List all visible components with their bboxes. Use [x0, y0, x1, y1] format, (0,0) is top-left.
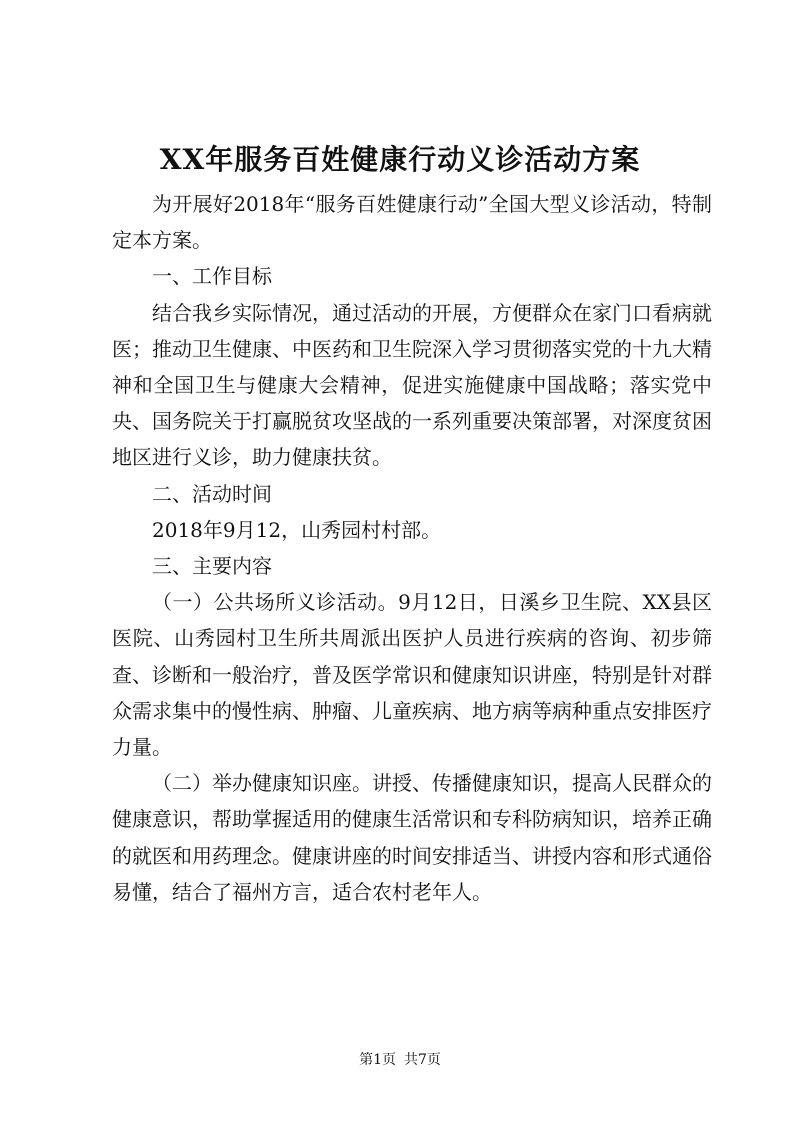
- section-heading-goals: 一、工作目标: [152, 264, 272, 289]
- document-title: XX年服务百姓健康行动义诊活动方案: [159, 143, 641, 176]
- document-body: [112, 186, 712, 910]
- section-heading-time: 二、活动时间: [152, 481, 272, 506]
- section-heading-content: 三、主要内容: [152, 554, 272, 579]
- page-total: 共7页: [404, 1052, 441, 1068]
- content-item-1-paragraph: （一）公共场所义诊活动。9月12日，日溪乡卫生院、XX县区医院、山秀园村卫生所共周派出医护人员进行疾病的咨询、初步筛查、诊断和一般治疗，普及医学常识和健康知识讲座，特别是针对群众需求集中的慢性病、肿瘤、儿童疾病、地方病等病种重点安排医疗力量。: [112, 590, 712, 760]
- page-footer: [0, 1050, 800, 1070]
- intro-paragraph: 为开展好2018年“服务百姓健康行动”全国大型义诊活动，特制定本方案。: [112, 192, 712, 253]
- goals-paragraph: 结合我乡实际情况，通过活动的开展，方便群众在家门口看病就医；推动卫生健康、中医药和卫生院深入学习贯彻落实党的十九大精神和全国卫生与健康大会精神，促进实施健康中国战略；落实党中央、国务院关于打赢脱贫攻坚战的一系列重要决策部署，对深度贫困地区进行义诊，助力健康扶贫。: [112, 300, 712, 470]
- time-paragraph: 2018年9月12，山秀园村村部。: [152, 517, 442, 542]
- content-item-2-paragraph: （二）举办健康知识座。讲授、传播健康知识，提高人民群众的健康意识，帮助掌握适用的健康生活常识和专科防病知识，培养正确的就医和用药理念。健康讲座的时间安排适当、讲授内容和形式通俗易懂，结合了福州方言，适合农村老年人。: [112, 771, 712, 904]
- page-number: 第1页: [359, 1052, 396, 1068]
